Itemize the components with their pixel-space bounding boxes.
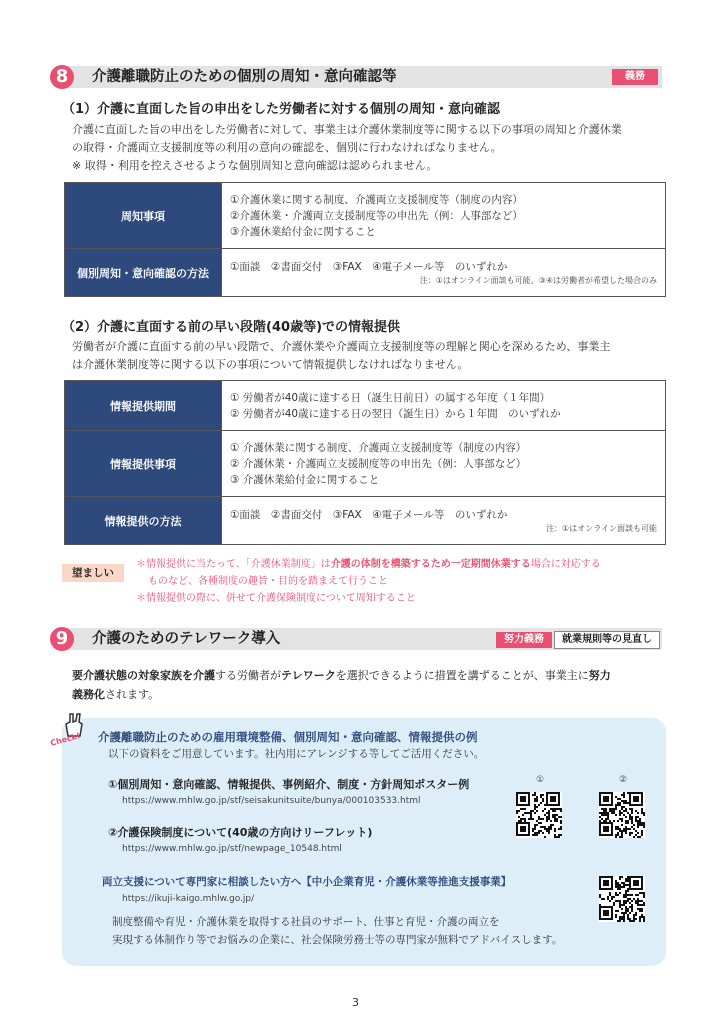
consult-title: 両立支援について専門家に相談したい方へ【中小企業育児・介護休業等推進支援事業】 <box>102 876 512 888</box>
note-text: 場合に対応する <box>530 559 601 570</box>
text-bold: 努力 <box>588 669 611 682</box>
table-header-cell: 情報提供事項 <box>65 431 222 497</box>
cell-line: ① 介護休業に関する制度、介護両立支援制度等（制度の内容） <box>230 441 527 454</box>
desirable-note-2: ＊情報提供の際に、併せて介護保険制度について周知すること <box>136 593 416 604</box>
consult-text-line-1: 制度整備や育児・介護休業を取得する社員のサポート、仕事と育児・介護の両立を <box>112 916 500 928</box>
qr-label-2: ② <box>619 775 628 785</box>
check-stamp: Check! <box>49 731 82 748</box>
text-line: は介護休業制度等に関する以下の事項について情報提供しなければなりません。 <box>72 358 469 371</box>
cell-note: 注：①はオンライン面談も可能 <box>546 523 657 533</box>
text: を選択できるように措置を講ずることが、事業主に <box>335 669 589 682</box>
cell-line: ②介護休業・介護両立支援制度等の申出先（例：人事部など） <box>230 209 523 222</box>
cell-line: ①面談 ②書面交付 ③FAX ④電子メール等 のいずれか <box>230 508 508 521</box>
section-9-title: 介護のためのテレワーク導入 <box>92 631 281 647</box>
resource-item-2: ②介護保険制度について(40歳の方向けリーフレット) <box>108 826 373 839</box>
section-8-number-icon: 8 <box>50 65 74 89</box>
table-cell <box>222 249 666 297</box>
effort-obligation-badge: 努力義務 <box>496 632 552 648</box>
cell-line: ② 介護休業・介護両立支援制度等の申出先（例：人事部など） <box>230 457 527 470</box>
resource-url-3[interactable]: https://ikuji-kaigo.mhlw.go.jp/ <box>122 894 255 904</box>
text-line: の取得・介護両立支援制度等の利用の意向の確認を、個別に行わなければなりません。 <box>72 141 502 154</box>
table-header-cell: 情報提供の方法 <box>65 497 222 545</box>
cell-line: ①面談 ②書面交付 ③FAX ④電子メール等 のいずれか <box>230 260 508 273</box>
desirable-label: 望ましい <box>62 564 124 582</box>
text: する労働者が <box>215 669 281 682</box>
table-cell <box>222 431 666 497</box>
section-9-text <box>72 666 668 704</box>
text: されます。 <box>105 688 160 701</box>
note-emphasis: 介護の体制を構築するため一定期間休業する <box>330 559 531 570</box>
table-header-cell: 情報提供期間 <box>65 381 222 431</box>
check-title: 介護離職防止のための雇用環境整備、個別周知・意向確認、情報提供の例 <box>98 730 478 744</box>
table-cell <box>222 381 666 431</box>
cell-line: ② 労働者が40歳に達する日の翌日（誕生日）から１年間 のいずれか <box>230 407 561 420</box>
page-number: 3 <box>352 996 359 1009</box>
text-bold: 義務化 <box>72 688 105 701</box>
desirable-note-1-cont: ものなど、各種制度の趣旨・目的を踏まえて行うこと <box>148 576 388 587</box>
section-8-title: 介護離職防止のための個別の周知・意向確認等 <box>92 69 397 85</box>
qr-code-icon[interactable] <box>599 792 645 838</box>
note-text: ＊情報提供に当たって、「介護休業制度」は <box>136 559 331 570</box>
resource-url-1[interactable]: https://www.mhlw.go.jp/stf/seisakunitsuite/bunya/000103533.html <box>122 796 421 806</box>
cell-note: 注：①はオンライン面談も可能。③④は労働者が希望した場合のみ <box>419 275 657 285</box>
text-line: ※ 取得・利用を控えさせるような個別周知と意向確認は認められません。 <box>72 159 438 172</box>
resource-url-2[interactable]: https://www.mhlw.go.jp/stf/newpage_10548.html <box>122 844 342 854</box>
subsection-2-heading: （2）介護に直面する前の早い段階(40歳等)での情報提供 <box>62 320 401 335</box>
text-bold: テレワーク <box>281 669 336 682</box>
rules-review-badge: 就業規則等の見直し <box>554 631 660 649</box>
qr-code-icon[interactable] <box>516 792 562 838</box>
text-line: 介護に直面した旨の申出をした労働者に対して、事業主は介護休業制度等に関する以下の事項の周知と介護休業 <box>72 123 622 136</box>
obligation-badge: 義務 <box>612 69 658 85</box>
cell-line: ③介護休業給付金に関すること <box>230 225 376 238</box>
qr-label-1: ① <box>536 775 545 785</box>
table-header-cell: 周知事項 <box>65 183 222 249</box>
resource-item-1: ①個別周知・意向確認、情報提供、事例紹介、制度・方針周知ポスター例 <box>108 778 470 791</box>
information-provision-table <box>64 380 666 545</box>
subsection-1-text <box>72 121 667 175</box>
check-intro: 以下の資料をご用意しています。社内用にアレンジする等してご活用ください。 <box>108 748 485 760</box>
cell-line: ①介護休業に関する制度、介護両立支援制度等（制度の内容） <box>230 193 523 206</box>
subsection-1-heading: （1）介護に直面した旨の申出をした労働者に対する個別の周知・意向確認 <box>62 102 501 117</box>
cell-line: ③ 介護休業給付金に関すること <box>230 473 380 486</box>
cell-line: ① 労働者が40歳に達する日（誕生日前日）の属する年度（１年間） <box>230 391 551 404</box>
notice-items-table <box>64 182 666 297</box>
subsection-2-text <box>72 338 667 374</box>
text-line: 労働者が介護に直面する前の早い段階で、介護休業や介護両立支援制度等の理解と関心を深めるため、事業主 <box>72 340 611 353</box>
table-header-cell: 個別周知・意向確認の方法 <box>65 249 222 297</box>
section-9-number-icon: 9 <box>50 627 74 651</box>
consult-text-line-2: 実現する体制作り等でお悩みの企業に、社会保険労務士等の専門家が無料でアドバイスします。 <box>112 934 563 946</box>
text-bold: 要介護状態の対象家族を介護 <box>72 669 215 682</box>
table-cell <box>222 497 666 545</box>
desirable-note-1 <box>136 557 671 573</box>
qr-code-icon[interactable] <box>599 876 645 922</box>
table-cell <box>222 183 666 249</box>
